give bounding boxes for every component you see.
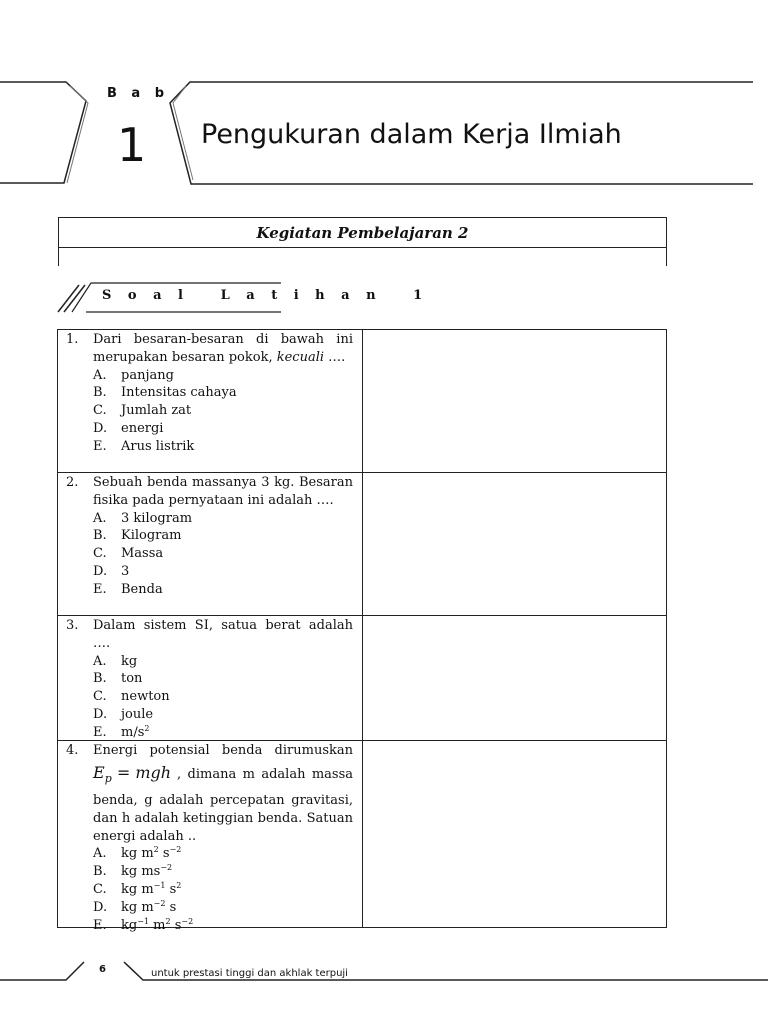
option-text: Jumlah zat xyxy=(121,403,192,419)
question-cell xyxy=(58,473,363,615)
option-text xyxy=(121,899,176,917)
question-number: 3. xyxy=(66,618,79,633)
unit-part: kg ms xyxy=(121,864,161,880)
question-text-continued: , dimana m adalah massa xyxy=(177,766,353,782)
question-row-3 xyxy=(58,616,666,741)
option-a[interactable] xyxy=(66,367,353,385)
unit-part: s xyxy=(165,899,177,915)
exercise-heading: S o a l L a t i h a n 1 xyxy=(102,288,429,303)
option-letter: D. xyxy=(93,420,108,436)
option-letter: A. xyxy=(93,367,107,383)
answer-cell[interactable] xyxy=(363,473,666,615)
question-cell xyxy=(58,741,363,933)
question-row-4 xyxy=(58,741,666,933)
option-text: Kilogram xyxy=(121,528,182,544)
option-b[interactable] xyxy=(66,384,353,402)
activity-box-right-edge xyxy=(666,247,667,266)
option-letter: B. xyxy=(93,385,107,401)
chapter-title-bar-shadow xyxy=(173,86,193,180)
unit-part: kg m xyxy=(121,881,154,897)
question-cell xyxy=(58,616,363,740)
question-text-ellipsis: …. xyxy=(328,349,346,365)
question-number: 2. xyxy=(66,475,79,490)
heading-slash-1 xyxy=(58,285,79,312)
unit-part: m xyxy=(149,917,166,933)
option-e[interactable] xyxy=(66,581,353,599)
unit-part: kg m xyxy=(121,846,154,862)
chapter-label: B a b xyxy=(107,86,170,101)
footer-motto: untuk prestasi tinggi dan akhlak terpuji xyxy=(151,968,348,979)
unit-exponent: −2 xyxy=(160,863,173,873)
option-e[interactable] xyxy=(66,724,353,742)
option-text xyxy=(121,863,172,881)
unit-part: s xyxy=(158,846,170,862)
questions-table xyxy=(57,329,667,933)
option-d[interactable] xyxy=(66,563,353,581)
question-text: Energi potensial benda dirumuskan xyxy=(93,743,353,758)
option-letter: B. xyxy=(93,528,107,544)
option-letter: C. xyxy=(93,881,107,897)
option-letter: E. xyxy=(93,581,107,597)
option-c[interactable] xyxy=(66,545,353,563)
option-text: 3 kilogram xyxy=(121,510,193,526)
question-row-1 xyxy=(58,330,666,473)
question-text: Dalam sistem SI, satua berat adalah …. xyxy=(93,618,353,651)
unit-exponent: −2 xyxy=(169,845,182,855)
option-c[interactable] xyxy=(66,881,353,899)
option-b[interactable] xyxy=(66,527,353,545)
option-letter: C. xyxy=(93,403,107,419)
option-letter: A. xyxy=(93,510,107,526)
unit-part: kg xyxy=(121,917,138,933)
option-d[interactable] xyxy=(66,899,353,917)
unit-exponent: 2 xyxy=(153,845,159,855)
option-text: 3 xyxy=(121,563,130,579)
formula-line xyxy=(93,760,353,792)
option-text: Arus listrik xyxy=(121,438,195,454)
question-text xyxy=(93,331,353,367)
option-text: newton xyxy=(121,689,170,705)
question-number: 4. xyxy=(66,743,79,758)
option-a[interactable] xyxy=(66,510,353,528)
option-letter: D. xyxy=(93,899,108,915)
formula xyxy=(93,760,171,792)
page-number: 6 xyxy=(99,964,106,975)
question-cell xyxy=(58,330,363,472)
chapter-tab-left xyxy=(0,82,86,183)
question-text-part: Dari besaran-besaran di bawah ini merupakan besaran pokok, xyxy=(93,332,353,365)
option-letter: B. xyxy=(93,864,107,880)
option-letter: D. xyxy=(93,706,108,722)
formula-subscript: p xyxy=(104,771,112,785)
option-c[interactable] xyxy=(66,402,353,420)
option-text: Massa xyxy=(121,546,164,562)
option-letter: E. xyxy=(93,724,107,740)
option-d[interactable] xyxy=(66,706,353,724)
option-text: panjang xyxy=(121,367,174,383)
option-text: kg xyxy=(121,653,138,669)
question-text-tail: benda, g adalah percepatan gravitasi, dan h adalah ketinggian benda. Satuan energi adalah .. xyxy=(93,792,353,844)
option-letter: A. xyxy=(93,846,107,862)
option-text xyxy=(121,724,149,742)
chapter-title: Pengukuran dalam Kerja Ilmiah xyxy=(201,119,622,150)
unit-exponent: −2 xyxy=(181,916,194,926)
option-b[interactable] xyxy=(66,670,353,688)
option-letter: E. xyxy=(93,917,107,933)
option-letter: C. xyxy=(93,689,107,705)
option-letter: D. xyxy=(93,563,108,579)
option-e[interactable] xyxy=(66,917,353,935)
question-text-emphasis: kecuali xyxy=(276,349,325,365)
unit-part: s xyxy=(165,881,177,897)
unit-part: kg m xyxy=(121,899,154,915)
activity-title: Kegiatan Pembelajaran 2 xyxy=(256,223,469,242)
option-letter: B. xyxy=(93,671,107,687)
question-row-2 xyxy=(58,473,666,616)
option-a[interactable] xyxy=(66,653,353,671)
option-letter: E. xyxy=(93,438,107,454)
option-d[interactable] xyxy=(66,420,353,438)
option-text: Intensitas cahaya xyxy=(121,385,237,401)
option-b[interactable] xyxy=(66,863,353,881)
option-text xyxy=(121,845,181,863)
unit-part: s xyxy=(170,917,182,933)
footer-rule-left xyxy=(0,962,84,980)
option-a[interactable] xyxy=(66,845,353,863)
option-superscript: 2 xyxy=(144,723,150,733)
option-letter: C. xyxy=(93,546,107,562)
unit-exponent: −1 xyxy=(153,880,166,890)
formula-symbol: E xyxy=(93,762,105,782)
option-text: Benda xyxy=(121,581,163,597)
option-text: joule xyxy=(121,706,154,722)
unit-exponent: −2 xyxy=(153,898,166,908)
option-e[interactable] xyxy=(66,438,353,456)
answer-cell[interactable] xyxy=(363,330,666,472)
option-letter: A. xyxy=(93,653,107,669)
option-c[interactable] xyxy=(66,688,353,706)
question-text: Sebuah benda massanya 3 kg. Besaran fisika pada pernyataan ini adalah …. xyxy=(93,475,353,508)
activity-box-left-edge xyxy=(58,247,59,266)
chapter-number: 1 xyxy=(117,118,147,172)
unit-exponent: 2 xyxy=(176,880,182,890)
answer-cell[interactable] xyxy=(363,616,666,740)
option-text: energi xyxy=(121,420,164,436)
option-text: ton xyxy=(121,671,143,687)
option-text xyxy=(121,917,193,935)
option-text xyxy=(121,881,181,899)
unit-exponent: 2 xyxy=(165,916,171,926)
question-number: 1. xyxy=(66,332,79,347)
answer-cell[interactable] xyxy=(363,741,666,927)
unit-exponent: −1 xyxy=(137,916,149,926)
activity-box xyxy=(58,217,667,248)
option-text-base: m/s xyxy=(121,724,145,740)
formula-rhs: = mgh xyxy=(116,762,172,782)
